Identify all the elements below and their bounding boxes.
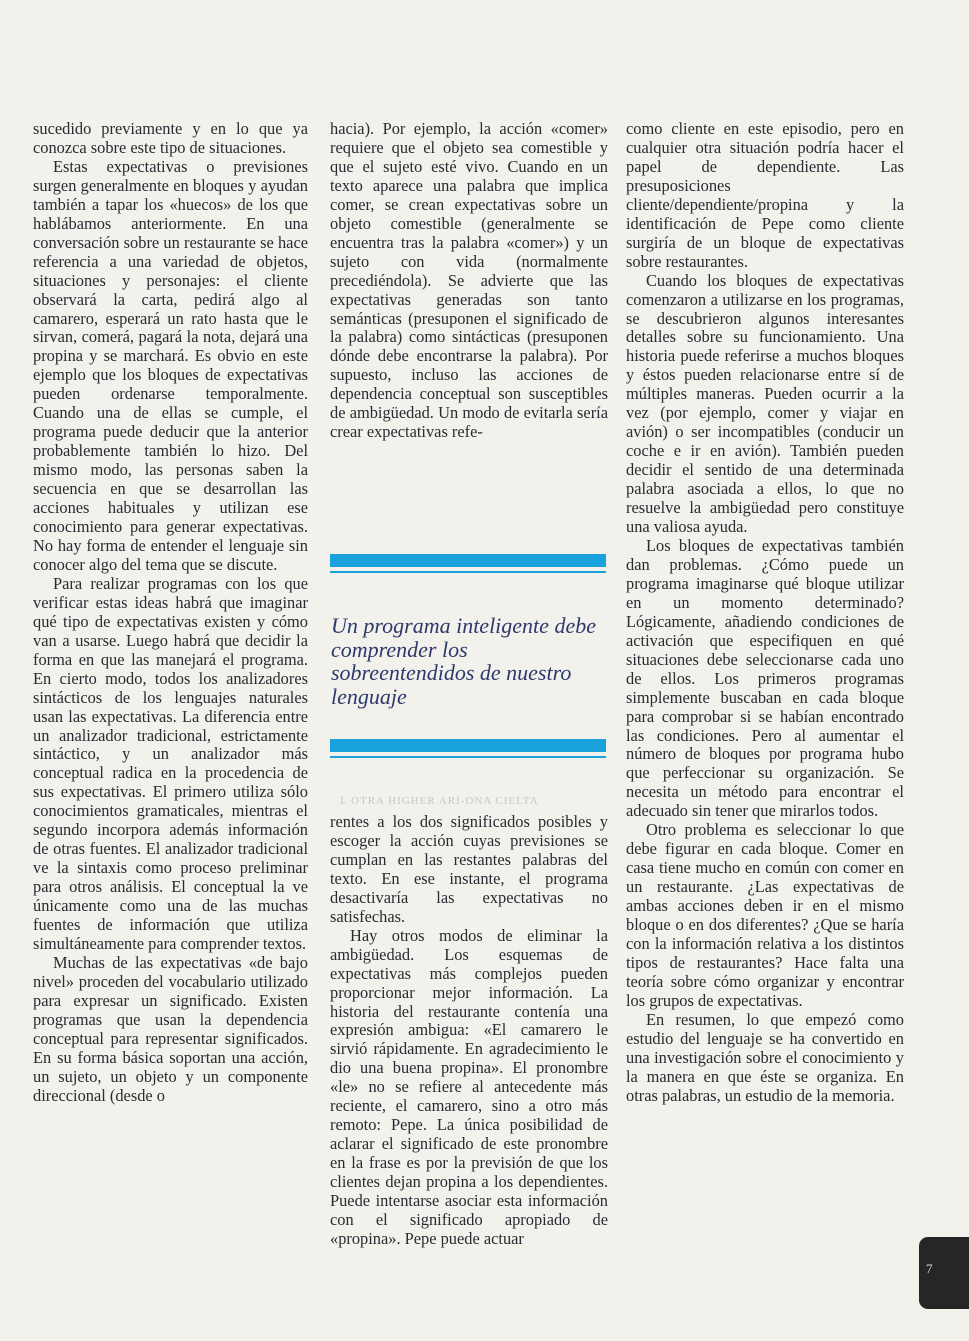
- pull-quote: Un programa inteligente debe comprender los sobreentendidos de nuestro lenguaje: [331, 613, 596, 709]
- rule-thick-bar: [330, 739, 606, 752]
- rule-thin-bar: [330, 756, 606, 758]
- paragraph: Los bloques de expectativas también dan problemas. ¿Cómo puede un programa imaginarse qué bloque utilizar en un momento determinado? Lógicamente, añadiendo condiciones de activación que especifiquen en qué situaciones debe seleccionarse cada uno de ellos. Los primeros programas simplemente buscaban en cada bloque para comprobar si se habían encontrado las condiciones. Pero al aumentar el número de bloques por programa hubo que perfeccionar su organización. Se necesita un método para encontrar el adecuado sin tener que mirarlos todos.: [626, 535, 904, 821]
- article-column-2-top: [330, 120, 608, 442]
- paragraph: Para realizar programas con los que verificar estas ideas habrá que imaginar qué tipo de expectativas existen y cómo van a usarse. Luego habrá que decidir la forma en que las manejará el programa. En cierto modo, todos los analizadores sintácticos de los lenguajes naturales usan las expectativas. La diferencia entre un analizador tradicional, estrictamente sintáctico, y un analizador más conceptual radica en la procedencia de sus expectativas. El primero utiliza sólo conocimientos gramaticales, mientras el segundo incorpora además información de otras fuentes. El analizador tradicional ve la sintaxis como proceso preliminar para otros análisis. El conceptual la ve únicamente como una de las muchas fuentes de información que utiliza simultáneamente para comprender textos.: [33, 573, 308, 953]
- article-column-1: [33, 120, 308, 1106]
- paragraph: En resumen, lo que empezó como estudio del lenguaje se ha convertido en una investigación sobre el conocimiento y la manera en que éste se organiza. En otras palabras, un estudio de la memoria.: [626, 1009, 904, 1105]
- paragraph: Hay otros modos de eliminar la ambigüedad. Los esquemas de expectativas más complejos pueden proporcionar mejor información. La historia del restaurante contenía una expresión ambigua: «El camarero le sirvió rápidamente. En agradecimiento le dio una buena propina». El pronombre «le» no se refiere al antecedente más reciente, el camarero, sino a otro más remoto: Pepe. La única posibilidad de aclarar el significado de este pronombre en la frase es por la previsión de que los clientes dejan propina a los dependientes. Puede intentarse asociar esta información con el significado apropiado de «propina». Pepe puede actuar: [330, 925, 608, 1248]
- paragraph: Muchas de las expectativas «de bajo nivel» proceden del vocabulario utilizado para expresar un significado. Existen programas que usan la dependencia conceptual para representar significados. En su forma básica soportan una acción, un sujeto, un objeto y un componente direccional (desde o: [33, 952, 308, 1105]
- show-through-text: L OTRA HIGHER ARI-ONA CIELTA: [340, 795, 539, 807]
- paragraph: Estas expectativas o previsiones surgen generalmente en bloques y ayudan también a tapar los «huecos» de los que hablábamos anteriormente. En una conversación sobre un restaurante se hace referencia a una variedad de objetos, situaciones y personajes: el cliente observará la carta, pedirá algo al camarero, esperará un rato hasta que le sirvan, comerá, pagará la nota, dejará una propina y se marchará. Es obvio en este ejemplo que los bloques de expectativas pueden ordenarse temporalmente. Cuando una de ellas se cumple, el programa puede deducir que la anterior probablemente también lo hizo. Del mismo modo, las personas saben la secuencia en que se desarrollan las acciones habituales y utilizan ese conocimiento para generar expectativas. No hay forma de entender el lenguaje sin conocer algo del tema que se discute.: [33, 156, 308, 574]
- paragraph: hacia). Por ejemplo, la acción «comer» requiere que el objeto sea comestible y que el sujeto esté vivo. Cuando en un texto aparece una palabra que implica comer, se crean expectativas sobre un objeto comestible (generalmente se encuentra tras la palabra «comer») y un sujeto con vida (normalmente precediéndola). Se advierte que las expectativas generadas son tanto semánticas (presuponen el significado de la palabra) como sintácticas (presuponen dónde debe encontrarse la palabra). Por supuesto, incluso las acciones de dependencia conceptual son susceptibles de ambigüedad. Un modo de evitarla sería crear expectativas refe-: [330, 119, 608, 442]
- pull-quote-rule-top: [330, 554, 606, 573]
- article-column-2-bottom: [330, 813, 608, 1249]
- paragraph: Otro problema es seleccionar lo que debe figurar en cada bloque. Comer en casa tiene mucho en común con comer en un restaurante. ¿Las expectativas de ambas acciones deben ir en el mismo bloque o en dos diferentes? ¿Que se haría con la información relativa a los distintos tipos de restaurantes? Hace falta una teoría sobre cómo organizar y encontrar los grupos de expectativas.: [626, 820, 904, 1010]
- rule-thin-bar: [330, 571, 606, 573]
- paragraph: Cuando los bloques de expectativas comenzaron a utilizarse en los programas, se descubrieron algunos interesantes detalles sobre su funcionamiento. Una historia puede referirse a muchos bloques y éstos pueden relacionarse entre sí de múltiples maneras. Pueden ocurrir a la vez (por ejemplo, comer y viajar en avión) o ser incompatibles (conducir un coche e ir en avión). También pueden decidir el sentido de una determinada palabra asociada a ellos, lo que no resuelve la ambigüedad pero constituye una valiosa ayuda.: [626, 270, 904, 537]
- rule-thick-bar: [330, 554, 606, 567]
- paragraph: como cliente en este episodio, pero en cualquier otra situación podría hacer el papel de dependiente. Las presuposiciones cliente/dependiente/propina y la identificación de Pepe como cliente surgiría de un bloque de expectativas sobre restaurantes.: [626, 119, 904, 271]
- pull-quote-rule-bottom: [330, 739, 606, 758]
- article-column-3: [626, 120, 904, 1106]
- page-number: 7: [926, 1261, 933, 1276]
- paragraph: rentes a los dos significados posibles y escoger la acción cuyas previsiones se cumplan en las restantes palabras del texto. En ese instante, el programa desactivaría las expectativas no satisfechas.: [330, 812, 608, 926]
- paragraph: sucedido previamente y en lo que ya conozca sobre este tipo de situaciones.: [33, 119, 308, 157]
